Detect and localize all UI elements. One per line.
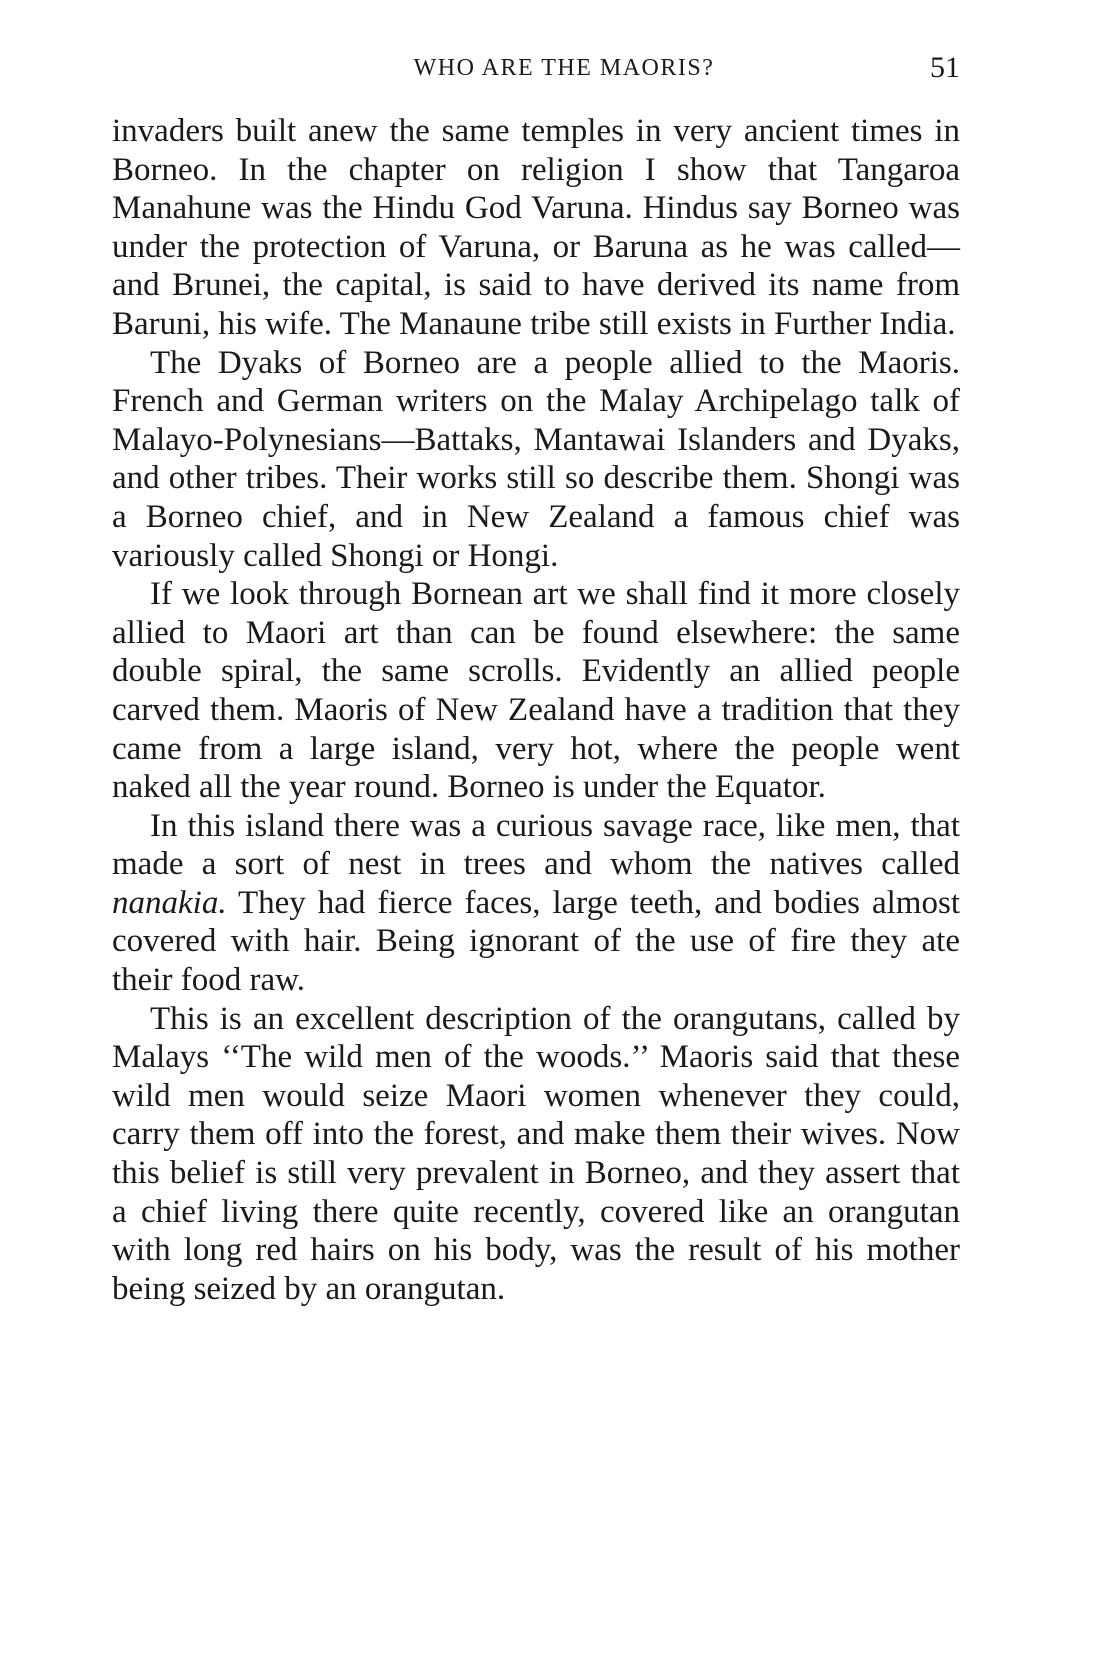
running-title: WHO ARE THE MAORIS? [413, 55, 715, 81]
running-head [108, 48, 1020, 88]
paragraph-4-text-after: They had fierce faces, large teeth, and bodies almost covered with hair. Being ignorant of the use of fire they ate their food raw. [112, 884, 960, 999]
paragraph-2: The Dyaks of Borneo are a people allied to the Maoris. French and German writers on the Malay Archipelago talk of Malayo-Polynesians—Battaks, Mantawai Islanders and Dyaks, and other tribes. Their works still so describe them. Shongi was a Borneo chief, and in New Zealand a famous chief was variously called Shongi or Hongi. [112, 344, 960, 574]
paragraph-4-text-before: In this island there was a curious savage race, like men, that made a sort of nest in trees and whom the natives called [112, 807, 960, 883]
body-text [112, 112, 960, 1308]
italic-term-nanakia: nanakia. [112, 884, 227, 921]
paragraph-1: invaders built anew the same temples in very ancient times in Borneo. In the chapter on religion I show that Tangaroa Manahune was the Hindu God Varuna. Hindus say Borneo was under the protection of Varuna, or Baruna as he was called—and Brunei, the capital, is said to have derived its name from Baruni, his wife. The Manaune tribe still exists in Further India. [112, 113, 960, 342]
page-number: 51 [930, 51, 960, 84]
paragraph-3: If we look through Bornean art we shall find it more closely allied to Maori art than can be found elsewhere: the same double spiral, the same scrolls. Evidently an allied people carved them. Maoris of New Zealand have a tradition that they came from a large island, very hot, where the people went naked all the year round. Borneo is under the Equator. [112, 576, 960, 806]
paragraph-5: This is an excellent description of the orangutans, called by Malays ‘‘The wild men of the woods.’’ Maoris said that these wild men would seize Maori women whenever they could, carry them off into the forest, and make them their wives. Now this belief is still very prevalent in Borneo, and they assert that a chief living there quite recently, covered like an orangutan with long red hairs on his body, was the result of his mother being seized by an orangutan. [112, 1000, 960, 1307]
paragraph-4 [112, 807, 960, 1000]
